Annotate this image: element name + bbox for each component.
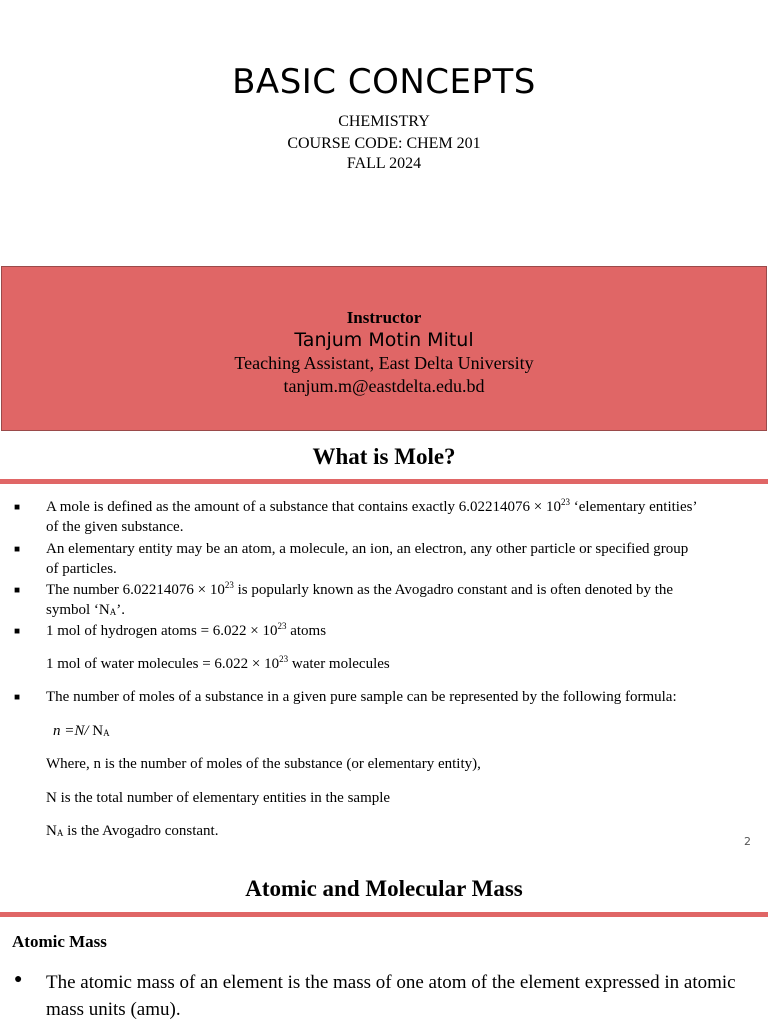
heading-divider <box>0 912 768 917</box>
square-bullet-icon: ■ <box>14 626 21 637</box>
bullet-moles-formula: The number of moles of a substance in a given pure sample can be represented by the following formula: <box>46 689 677 705</box>
bullet-hydrogen-example: 1 mol of hydrogen atoms = $6.022 \times 10^{23}$ atoms <box>46 621 327 639</box>
slide-heading: Atomic and Molecular Mass <box>245 876 523 901</box>
where-line-3: $N_A$ is the Avogadro constant. <box>46 823 219 839</box>
square-bullet-icon: ■ <box>14 544 21 555</box>
term-label: FALL 2024 <box>346 155 422 172</box>
slide-heading: What is Mole? <box>312 444 456 469</box>
bullet-avogadro-constant: The number $6.02214076 \times 10^{23}$ is popularly known as the Avogadro constant and is often denoted by the symbol ‘$N_A$’. <box>46 580 674 618</box>
bullet-atomic-mass-definition: The atomic mass of an element is the mass of one atom of the element expressed in atomic mass units (amu). <box>46 972 736 1020</box>
where-line-1: Where, n is the number of moles of the substance (or elementary entity), <box>46 756 481 772</box>
bullet-mole-definition: A mole is defined as the amount of a substance that contains exactly $6.02214076 \times 10^{23}$ ‘elementary entities’ of the given substance. <box>46 497 698 535</box>
round-bullet-icon: ● <box>14 972 23 987</box>
page-number: 2 <box>744 835 751 848</box>
where-line-2: N is the total number of elementary entities in the sample <box>46 790 391 806</box>
instructor-label: Instructor <box>346 308 422 327</box>
mole-formula: n =N/ $N_A$ <box>53 723 110 739</box>
bullet-elementary-entity: An elementary entity may be an atom, a molecule, an ion, an electron, any other particle or specified group of particles. <box>46 541 689 577</box>
course-code-label: COURSE CODE: CHEM 201 <box>287 135 481 152</box>
square-bullet-icon: ■ <box>14 585 21 596</box>
instructor-email[interactable]: tanjum.m@eastdelta.edu.bd <box>283 376 485 396</box>
section-subheading: Atomic Mass <box>12 932 107 951</box>
square-bullet-icon: ■ <box>14 692 21 703</box>
instructor-banner <box>1 266 767 431</box>
instructor-name: Tanjum Motin Mitul <box>294 329 474 351</box>
heading-divider <box>0 479 768 484</box>
square-bullet-icon: ■ <box>14 502 21 513</box>
instructor-role: Teaching Assistant, East Delta University <box>234 353 534 373</box>
water-example: 1 mol of water molecules = $6.022 \times 10^{23}$ water molecules <box>46 654 390 672</box>
subject-label: CHEMISTRY <box>338 113 430 130</box>
page-title: BASIC CONCEPTS <box>232 62 536 102</box>
